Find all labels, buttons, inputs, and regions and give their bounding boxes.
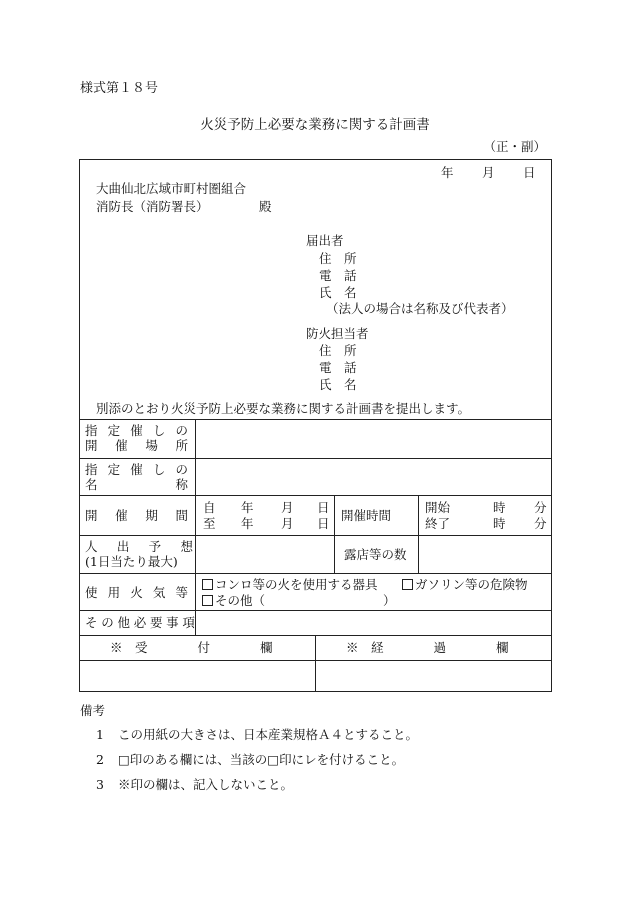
end-minute-label: 分: [534, 516, 547, 531]
attendance-label: [85, 539, 193, 569]
period-to-label: 至: [203, 516, 216, 531]
start-time-label: 開始: [425, 500, 451, 515]
event-name-field[interactable]: [196, 459, 551, 494]
date-year-label: 年: [441, 165, 454, 180]
addressee-honorific: 殿: [259, 199, 272, 214]
fire-use-option-stove[interactable]: コンロ等の火を使用する器具: [202, 577, 378, 592]
note-item: 2 □印のある欄には、当該の□印にレを付けること。: [96, 752, 405, 767]
period-to-day: 日: [317, 516, 330, 531]
note-item: 3 ※印の欄は、記入しないこと。: [96, 777, 294, 792]
note-item: 1 この用紙の大きさは、日本産業規格Ａ４とすること。: [96, 727, 419, 742]
attendance-label-line1: 人 出 予 想: [85, 539, 193, 554]
checkbox-gasoline[interactable]: [402, 579, 413, 590]
fire-officer-heading: 防火担当者: [306, 326, 369, 341]
event-name-label: [85, 462, 188, 492]
applicant-heading: 届出者: [306, 233, 344, 248]
row-line-4: [79, 573, 552, 574]
addressee-line2: 消防長（消防署長）: [96, 199, 209, 214]
applicant-name-label: 氏 名: [319, 285, 357, 300]
start-hour-label: 時: [493, 500, 506, 515]
stalls-count-field[interactable]: [419, 536, 551, 572]
period-from-day: 日: [317, 500, 330, 515]
applicant-phone-label: 電 話: [319, 268, 357, 283]
form-number: 様式第１８号: [80, 81, 159, 96]
start-minute-label: 分: [534, 500, 547, 515]
attendance-label-line2: (1日当たり最大): [85, 554, 178, 569]
venue-label: [85, 423, 188, 453]
attendance-field[interactable]: [196, 536, 333, 572]
event-time-label: 開催時間: [341, 508, 392, 523]
date-month-label: 月: [482, 165, 495, 180]
venue-label-line1: 指 定 催 し の: [85, 423, 188, 438]
footer-column-divider: [315, 635, 316, 692]
row-line-2: [79, 495, 552, 496]
period-from-year: 年: [241, 500, 254, 515]
checkbox-other[interactable]: [202, 595, 213, 606]
period-to-month: 月: [281, 516, 294, 531]
copy-mark: （正・副）: [483, 139, 546, 154]
fire-officer-name-label: 氏 名: [319, 377, 357, 392]
period-label: 開 催 期 間: [85, 508, 188, 523]
notes-heading: 備考: [80, 703, 106, 718]
event-name-label-line1: 指 定 催 し の: [85, 462, 188, 477]
checkbox-stove[interactable]: [202, 579, 213, 590]
period-to-year: 年: [241, 516, 254, 531]
period-from-month: 月: [281, 500, 294, 515]
date-day-label: 日: [523, 165, 536, 180]
venue-label-line2: 開 催 場 所: [85, 438, 188, 453]
period-from-label: 自: [203, 500, 216, 515]
applicant-corporate-note: （法人の場合は名称及び代表者）: [326, 301, 514, 316]
fire-use-option-gasoline[interactable]: ガソリン等の危険物: [402, 577, 528, 592]
venue-field[interactable]: [196, 420, 551, 457]
submission-statement: 別添のとおり火災予防上必要な業務に関する計画書を提出します。: [96, 401, 471, 416]
middle-column-divider: [334, 495, 335, 573]
fire-officer-address-label: 住 所: [319, 343, 357, 358]
fire-use-label: 使 用 火 気 等: [85, 585, 188, 600]
other-requirements-label: そ の 他 必 要 事 項: [85, 615, 195, 630]
progress-column-header: ※ 経 過 欄: [346, 640, 509, 655]
end-time-label: 終了: [425, 516, 451, 531]
reception-column-header: ※ 受 付 欄: [110, 640, 273, 655]
end-hour-label: 時: [493, 516, 506, 531]
event-name-label-line2: 名 称: [85, 477, 188, 492]
fire-officer-phone-label: 電 話: [319, 360, 357, 375]
applicant-address-label: 住 所: [319, 251, 357, 266]
fire-use-option-other[interactable]: その他（ ）: [202, 593, 396, 608]
addressee-line1: 大曲仙北広域市町村圏組合: [96, 181, 247, 196]
stalls-count-label: 露店等の数: [344, 547, 407, 562]
other-requirements-field[interactable]: [196, 611, 551, 634]
document-title: 火災予防上必要な業務に関する計画書: [200, 117, 430, 133]
